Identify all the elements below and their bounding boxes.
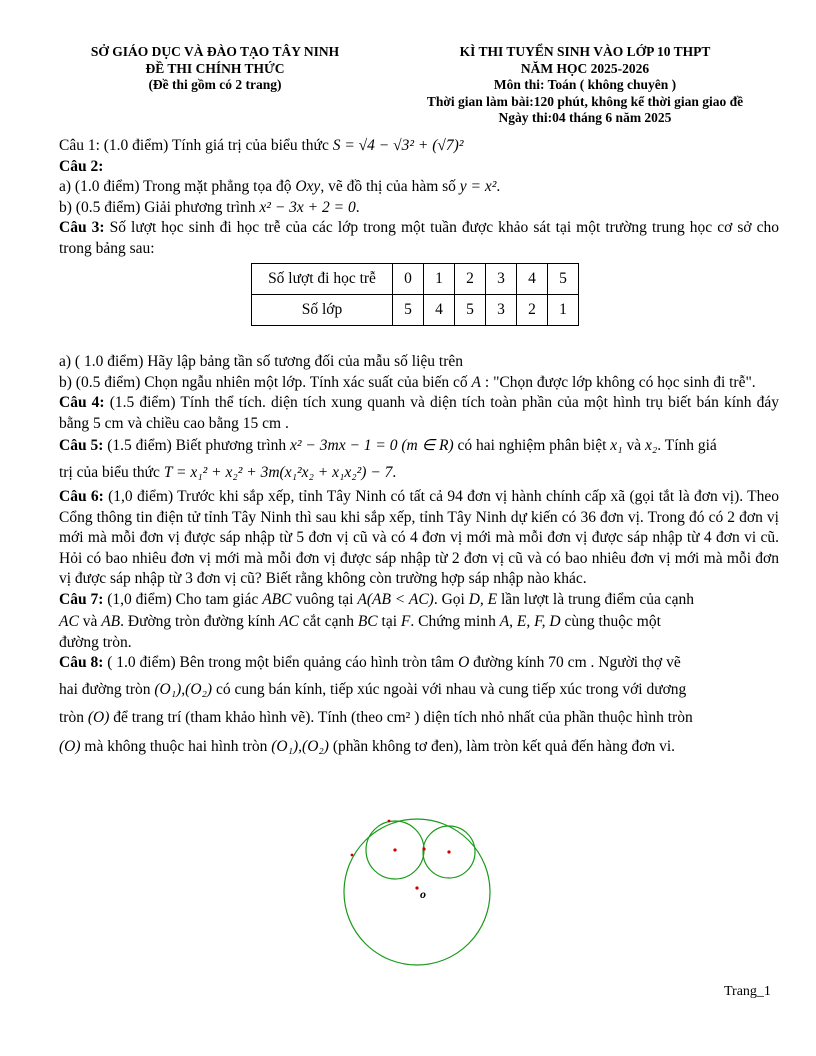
header-official: ĐỀ THI CHÍNH THỨC xyxy=(145,60,285,76)
table-row xyxy=(252,264,579,295)
header-exam-title: KÌ THI TUYỂN SINH VÀO LỚP 10 THPT xyxy=(459,44,711,59)
question-7: Câu 7: (1,0 điểm) Cho tam giác ABC vuông tại A(AB < AC). Gọi D, E lần lượt là trung điểm của cạnh xyxy=(59,590,695,608)
table-cell: 5 xyxy=(455,295,486,326)
table-cell: 3 xyxy=(486,295,517,326)
header-department: SỞ GIÁO DỤC VÀ ĐÀO TẠO TÂY NINH xyxy=(90,44,340,59)
table-cell: 2 xyxy=(517,295,548,326)
question-7-end: đường tròn. xyxy=(59,633,132,651)
question-8-line2: hai đường tròn (O₁),(O₂) có cung bán kính, tiếp xúc ngoài với nhau và cung tiếp xúc trong với dương xyxy=(59,680,687,698)
table-cell: 0 xyxy=(393,264,424,295)
question-5-cont: trị của biểu thức T = x₁² + x₂² + 3m(x₁²x₂ + x₁x₂²) − 7. xyxy=(59,463,397,481)
question-3: Câu 3: Số lượt học sinh đi học trễ của các lớp trong một tuần được khảo sát tại một trường trung học cơ sở cho trong bảng sau: xyxy=(59,219,779,257)
header-page-count: (Đề thi gồm có 2 trang) xyxy=(148,77,282,92)
table-cell: 4 xyxy=(424,295,455,326)
tangent-top-dot xyxy=(388,820,391,823)
table-row xyxy=(252,295,579,326)
header-subject: Môn thi: Toán ( không chuyên ) xyxy=(493,77,677,92)
table-cell: 5 xyxy=(393,295,424,326)
label-o: o xyxy=(420,887,426,901)
late-attendance-table xyxy=(251,263,579,326)
center-o1-dot xyxy=(393,848,396,851)
outer-circle-o xyxy=(344,819,490,965)
table-header-cell: Số lớp xyxy=(252,295,393,326)
tangent-left-dot xyxy=(351,854,354,857)
question-3a: a) ( 1.0 điểm) Hãy lập bảng tần số tương đối của mẫu số liệu trên xyxy=(59,353,463,370)
question-5: Câu 5: (1.5 điểm) Biết phương trình x² − 3mx − 1 = 0 (m ∈ R) có hai nghiệm phân biệt x₁ và x₂. Tính giá xyxy=(59,437,717,454)
q2a-formula: y = x² xyxy=(459,178,497,195)
header-exam-date: Ngày thi:04 tháng 6 năm 2025 xyxy=(498,110,672,125)
table-cell: 1 xyxy=(424,264,455,295)
question-7-cont: AC và AB. Đường tròn đường kính AC cắt cạnh BC tại F. Chứng minh A, E, F, D cùng thuộc một xyxy=(59,613,661,630)
question-8-line3: tròn (O) để trang trí (tham khảo hình vẽ). Tính (theo cm² ) diện tích nhỏ nhất của phần thuộc hình tròn xyxy=(59,709,693,726)
q2b-formula: x² − 3x + 2 = 0 xyxy=(259,198,356,216)
center-o-dot xyxy=(415,886,418,889)
q5-expression: T = x₁² + x₂² + 3m(x₁²x₂ + x₁x₂²) − 7 xyxy=(163,463,393,481)
table-cell: 5 xyxy=(548,264,579,295)
question-2-title: Câu 2: xyxy=(59,157,104,175)
question-4: Câu 4: (1.5 điểm) Tính thể tích. diện tích xung quanh và diện tích toàn phần của một hình trụ biết bán kính đáy bằng 5 cm và chiều cao bằng 15 cm . xyxy=(59,394,779,432)
q1-formula: S = √4 − √3² + (√7)² xyxy=(332,137,464,154)
question-6: Câu 6: (1,0 điểm) Trước khi sắp xếp, tỉnh Tây Ninh có tất cả 94 đơn vị hành chính cấp xã (gọi tắt là đơn vị). Theo Cổng thông tin điện tử tỉnh Tây Ninh thì sau khi sắp xếp, tỉnh Tây Ninh dự kiến có 36 đơn vị. Trong đó có 2 đơn vị mới mà mỗi đơn vị được sáp nhập từ 5 đơn vị cũ và có 4 đơn vị mới mà mỗi đơn vị được sáp nhập từ 4 đơn vi cũ. Hỏi có bao nhiêu đơn vị mới mà mỗi đơn vị được sáp nhập từ 2 đơn vị cũ và có bao nhiêu đơn vị mới mà mỗi đơn vị được sáp nhập từ 3 đơn vị cũ? Biết rằng không còn trường hợp sáp nhập nào khác. xyxy=(59,488,780,587)
question-3b: b) (0.5 điểm) Chọn ngẫu nhiên một lớp. Tính xác suất của biến cố A : "Chọn được lớp không có học sinh đi trễ". xyxy=(59,373,756,391)
header-left xyxy=(40,44,390,94)
table-header-cell: Số lượt đi học trễ xyxy=(252,264,393,295)
q5-equation: x² − 3mx − 1 = 0 (m ∈ R) xyxy=(290,437,454,454)
question-1: Câu 1: (1.0 điểm) Tính giá trị của biểu thức S = √4 − √3² + (√7)² xyxy=(59,137,464,154)
tangent-point-dot xyxy=(422,847,425,850)
question-8: Câu 8: ( 1.0 điểm) Bên trong một biển quảng cáo hình tròn tâm O đường kính 70 cm . Người thợ vẽ xyxy=(59,654,681,671)
table-cell: 4 xyxy=(517,264,548,295)
question-2a: a) (1.0 điểm) Trong mặt phẳng tọa độ Oxy, vẽ đồ thị của hàm số y = x². xyxy=(59,178,501,195)
header-school-year: NĂM HỌC 2025-2026 xyxy=(520,60,650,76)
circles-diagram xyxy=(330,812,500,972)
table-cell: 1 xyxy=(548,295,579,326)
header-duration: Thời gian làm bài:120 phút, không kể thời gian giao đề xyxy=(426,93,744,109)
exam-content xyxy=(59,136,779,757)
page-footer: Trang_1 xyxy=(724,984,771,999)
question-2b: b) (0.5 điểm) Giải phương trình x² − 3x + 2 = 0. xyxy=(59,198,360,216)
table-cell: 2 xyxy=(455,264,486,295)
center-o2-dot xyxy=(447,850,450,853)
header-right xyxy=(385,44,785,127)
table-cell: 3 xyxy=(486,264,517,295)
circles-figure xyxy=(330,812,500,972)
question-8-line4: (O) mà không thuộc hai hình tròn (O₁),(O₂) (phần không tơ đen), làm tròn kết quả đến hàng đơn vi. xyxy=(59,737,676,755)
